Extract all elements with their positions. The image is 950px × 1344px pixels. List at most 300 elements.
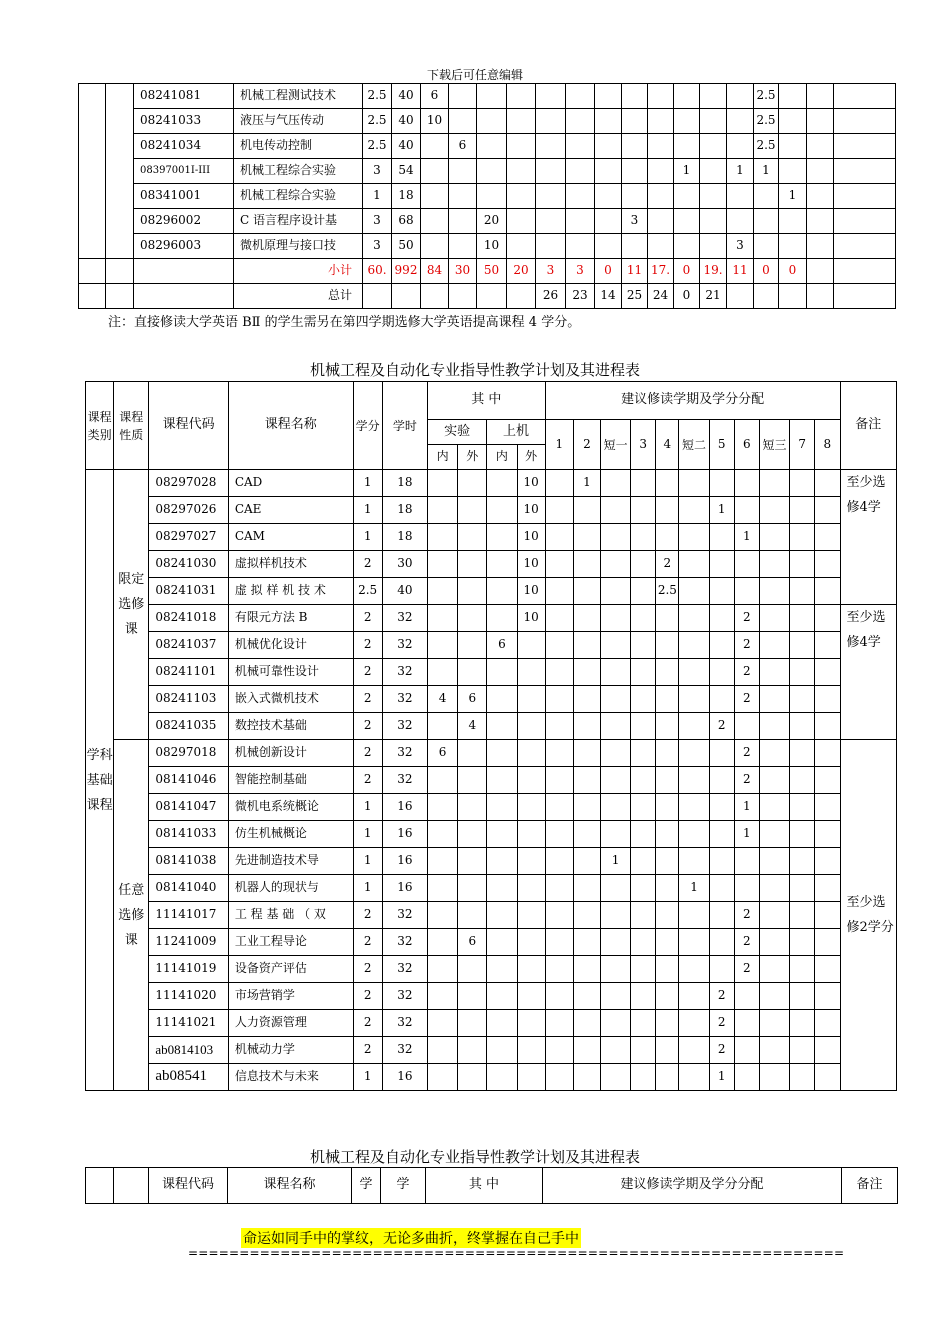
course-name: 微机原理与接口技 [234,234,363,259]
t3-nature [114,1168,149,1204]
total-cell [507,284,536,309]
cell [566,84,595,109]
table-row [86,686,897,713]
cell [545,929,573,956]
cell [648,234,674,259]
subtotal-cell: 50 [477,259,507,284]
cell [759,1037,789,1064]
course-hours: 16 [382,1064,427,1091]
cell: 6 [458,686,487,713]
cell [595,84,622,109]
cell [601,875,631,902]
course-name: 工业工程导论 [228,929,353,956]
cell [727,209,754,234]
course-credit: 3 [363,234,392,259]
cell [709,767,734,794]
course-code: 11141021 [149,1010,228,1037]
course-credit: 1 [353,524,382,551]
cell [815,740,840,767]
table-row [79,134,896,159]
plan-table [85,381,897,1091]
cell [487,902,517,929]
course-code: 08241018 [149,605,228,632]
course-hours: 40 [392,84,421,109]
cell [458,659,487,686]
cell [679,1037,709,1064]
cell [428,794,458,821]
cell: 10 [517,551,545,578]
cell: 2.5 [754,109,779,134]
cell [790,551,815,578]
cell: 3 [622,209,648,234]
cell [428,713,458,740]
table-row [79,209,896,234]
cell [679,1010,709,1037]
cell [573,524,600,551]
cell: 1 [709,1064,734,1091]
cell [566,209,595,234]
course-hours: 32 [382,605,427,632]
header-sem-7: 7 [790,420,815,470]
cell: 1 [734,794,759,821]
cell [601,551,631,578]
course-name: 机械工程测试技术 [234,84,363,109]
remark-limited-2: 至少选修4学 [840,605,897,740]
course-credit: 3 [363,159,392,184]
table-row [86,470,897,497]
cell: 2 [734,659,759,686]
cell [477,84,507,109]
cell [656,605,679,632]
cell [622,159,648,184]
cell [536,159,566,184]
cell [790,821,815,848]
cell [679,956,709,983]
course-code: 08241035 [149,713,228,740]
cell [477,159,507,184]
course-name: 机械可靠性设计 [228,659,353,686]
subtotal-cell: 3 [566,259,595,284]
total-cell: 25 [622,284,648,309]
cell [487,794,517,821]
cell [734,848,759,875]
cell [536,109,566,134]
cell [815,821,840,848]
cell [709,740,734,767]
cell [700,84,727,109]
header-lab-inner: 内 [428,445,458,470]
total-cell: 21 [700,284,727,309]
header-computer-inner: 内 [487,445,517,470]
cell: 2 [709,1037,734,1064]
cell [631,821,656,848]
course-credit: 1 [353,794,382,821]
cell [815,713,840,740]
cell: 4 [458,713,487,740]
cell [601,497,631,524]
cell [709,956,734,983]
course-credit: 1 [353,821,382,848]
cell [631,578,656,605]
cell [790,929,815,956]
cell [759,1064,789,1091]
table2-title: 机械工程及自动化专业指导性教学计划及其进程表 [309,361,640,379]
course-code: 08297026 [149,497,228,524]
cell [834,84,896,109]
total-cell [807,284,834,309]
cell [487,686,517,713]
cell [679,551,709,578]
course-name: CAM [228,524,353,551]
cell [834,109,896,134]
cell [601,1064,631,1091]
cell [421,234,449,259]
cell [573,551,600,578]
cell [815,659,840,686]
cell [674,134,700,159]
cell [807,184,834,209]
cell [674,234,700,259]
cell [656,1064,679,1091]
cell [709,659,734,686]
cell [428,1064,458,1091]
subtotal-hours: 992 [392,259,421,284]
cell [656,1037,679,1064]
cell [790,740,815,767]
course-credit: 2 [353,767,382,794]
cell [700,159,727,184]
cell [477,109,507,134]
course-hours: 32 [382,1010,427,1037]
cell [631,1010,656,1037]
cell [573,632,600,659]
total-credit [363,284,392,309]
cell [648,159,674,184]
cell [487,497,517,524]
table-row [86,713,897,740]
empty-cell [79,259,106,284]
total-cell [449,284,477,309]
cell: 6 [449,134,477,159]
cell [790,902,815,929]
header-sem-short1: 短一 [601,420,631,470]
cell: 4 [428,686,458,713]
cell [458,1064,487,1091]
course-name: 机械工程综合实验 [234,159,363,184]
header-sem-2: 2 [573,420,600,470]
course-hours: 32 [382,1037,427,1064]
course-code: 11141017 [149,902,228,929]
cell [674,209,700,234]
table-row [86,605,897,632]
cell [807,109,834,134]
cell [834,234,896,259]
course-code: 11141019 [149,956,228,983]
cell [487,524,517,551]
cell [573,1010,600,1037]
cell: 6 [428,740,458,767]
note-text: 注：直接修读大学英语 BⅡ 的学生需另在第四学期选修大学英语提高课程 4 学分。 [108,315,581,330]
cell [631,497,656,524]
cell [656,470,679,497]
cell [428,497,458,524]
header-sem-4: 4 [656,420,679,470]
course-credit: 2 [353,983,382,1010]
course-name: CAD [228,470,353,497]
cell [759,713,789,740]
cell [679,497,709,524]
cell [679,767,709,794]
cell [601,794,631,821]
cell [631,767,656,794]
cell [601,929,631,956]
cell [759,632,789,659]
header-semester: 建议修读学期及学分分配 [545,382,840,420]
header-remark: 备注 [840,382,897,470]
t3-category [86,1168,114,1204]
cell [566,109,595,134]
table-row [86,875,897,902]
cell [790,875,815,902]
cell [656,929,679,956]
cell: 2 [734,632,759,659]
cell [656,902,679,929]
course-credit: 2.5 [363,109,392,134]
cell [815,1037,840,1064]
cell [815,497,840,524]
course-hours: 16 [382,794,427,821]
cell: 2.5 [754,134,779,159]
course-name: 机械优化设计 [228,632,353,659]
cell: 2 [734,605,759,632]
cell [421,184,449,209]
cell [631,605,656,632]
cell [566,159,595,184]
cell [421,134,449,159]
course-code: 08241033 [134,109,234,134]
cell: 10 [517,470,545,497]
cell [507,234,536,259]
course-name: CAE [228,497,353,524]
course-credit: 2 [353,929,382,956]
cell [421,159,449,184]
cell [428,821,458,848]
course-hours: 32 [382,659,427,686]
cell [790,1037,815,1064]
table-row [86,1037,897,1064]
cell [487,767,517,794]
total-cell [834,284,896,309]
course-hours: 16 [382,875,427,902]
course-credit: 2 [353,659,382,686]
cell [679,605,709,632]
cell [487,983,517,1010]
course-hours: 32 [382,632,427,659]
header-credit: 学分 [353,382,382,470]
cell [536,84,566,109]
cell [709,605,734,632]
course-code: 08241034 [134,134,234,159]
cell [517,956,545,983]
course-name: 信息技术与未来 [228,1064,353,1091]
cell [815,686,840,713]
cell [517,659,545,686]
cell [458,875,487,902]
course-code: 08296002 [134,209,234,234]
cell [759,686,789,713]
cell [487,470,517,497]
cell [428,605,458,632]
cell [487,848,517,875]
cell [573,605,600,632]
cell [709,902,734,929]
cell [790,578,815,605]
cell [759,821,789,848]
cell [679,632,709,659]
cell [679,794,709,821]
table-row [86,497,897,524]
cell [674,109,700,134]
cell [545,821,573,848]
cell [709,875,734,902]
course-code: 11141020 [149,983,228,1010]
cell: 10 [517,605,545,632]
cell [458,794,487,821]
cell [566,234,595,259]
total-cell: 24 [648,284,674,309]
cell [631,740,656,767]
header-sem-short3: 短三 [759,420,789,470]
t3-credit: 学 [352,1168,381,1204]
cell [815,1064,840,1091]
cell [458,524,487,551]
cell [727,134,754,159]
cell [487,956,517,983]
cell [815,956,840,983]
cell [458,470,487,497]
cell [517,740,545,767]
course-code: 08141046 [149,767,228,794]
course-credit: 2 [353,956,382,983]
subtotal-cell: 3 [536,259,566,284]
cell [458,551,487,578]
cell [679,740,709,767]
total-cell [727,284,754,309]
cell [679,659,709,686]
cell [573,1037,600,1064]
cell [545,470,573,497]
cell [449,234,477,259]
cell [779,159,807,184]
cell [428,470,458,497]
course-name: 机械工程综合实验 [234,184,363,209]
cell [790,524,815,551]
cell [709,632,734,659]
table-row [86,929,897,956]
cell [573,956,600,983]
header-category: 课程类别 [86,382,114,470]
cell [487,713,517,740]
cell [631,1037,656,1064]
course-code: 08241081 [134,84,234,109]
cell [779,234,807,259]
cell [507,159,536,184]
cell [759,524,789,551]
course-credit: 2 [353,713,382,740]
course-hours: 30 [382,551,427,578]
cell: 6 [458,929,487,956]
header-code: 课程代码 [149,382,228,470]
cell [428,1037,458,1064]
empty-cell [106,284,134,309]
cell [679,1064,709,1091]
subtotal-cell: 17. [648,259,674,284]
cell [656,848,679,875]
nature-cell [106,84,134,259]
cell [807,159,834,184]
cell [790,632,815,659]
cell: 1 [779,184,807,209]
cell [790,686,815,713]
cell [759,578,789,605]
cell: 10 [477,234,507,259]
cell [601,956,631,983]
course-credit: 1 [353,875,382,902]
group-limited: 限定选修课 [114,470,149,740]
cell [458,821,487,848]
table-row [86,794,897,821]
cell [595,159,622,184]
cell [790,605,815,632]
t3-of-which: 其 中 [426,1168,543,1204]
cell [487,1010,517,1037]
cell [545,956,573,983]
total-cell [477,284,507,309]
course-name: 机电传动控制 [234,134,363,159]
course-name: 人力资源管理 [228,1010,353,1037]
course-code: 08141047 [149,794,228,821]
cell [458,1010,487,1037]
table-row [86,1010,897,1037]
cell [790,659,815,686]
cell [517,875,545,902]
cell [815,929,840,956]
cell [754,234,779,259]
course-hours: 40 [392,134,421,159]
cell: 10 [517,497,545,524]
cell: 2.5 [656,578,679,605]
cell [656,740,679,767]
course-name: 嵌入式微机技术 [228,686,353,713]
footer-rule: ================================================================ [188,1246,845,1260]
cell [428,767,458,794]
cell [709,578,734,605]
table-row [86,956,897,983]
cell [487,1064,517,1091]
cell [815,902,840,929]
cell [458,983,487,1010]
cell [815,1010,840,1037]
cell [631,929,656,956]
cell [517,821,545,848]
cell [449,159,477,184]
cell [545,875,573,902]
cell [631,902,656,929]
cell [679,713,709,740]
cell: 10 [517,578,545,605]
cell: 2 [734,956,759,983]
cell [487,740,517,767]
